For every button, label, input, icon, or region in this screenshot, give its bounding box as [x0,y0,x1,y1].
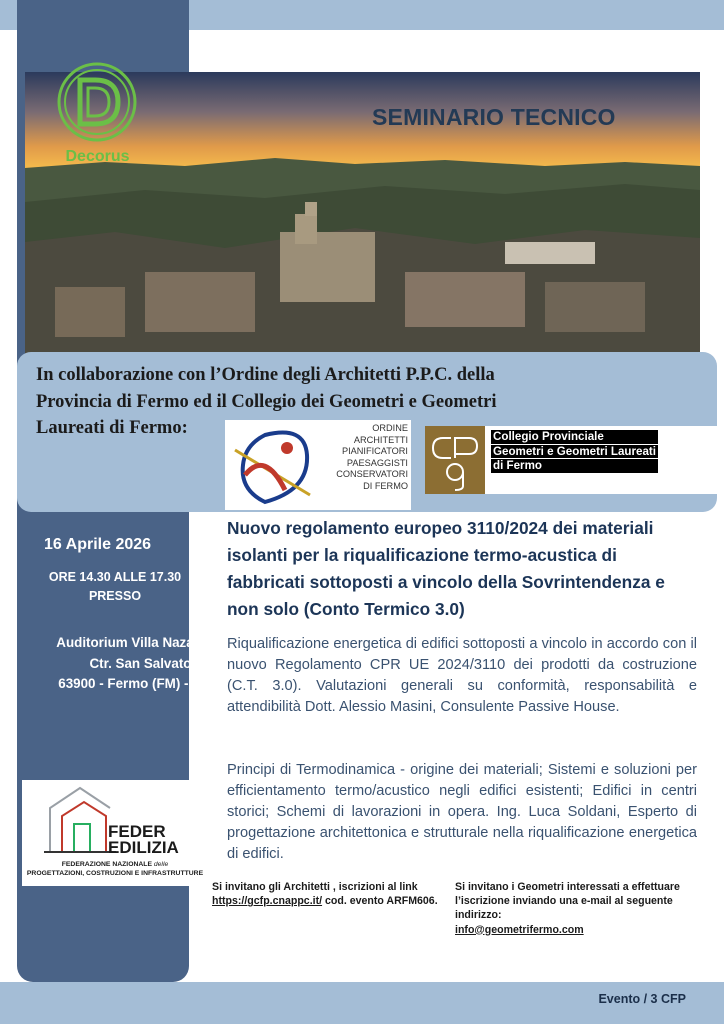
ordine-architetti-logo [225,420,411,510]
ordine-line: PAESAGGISTI [346,457,408,468]
feder-sub-italic: delle [153,861,169,868]
federedilizia-name [108,824,179,856]
venue-street: Ctr. San Salvatore, 6 [89,655,219,671]
collegio-line: Geometri e Geometri Laureati [493,444,657,458]
geometri-invite [455,880,715,937]
collab-line-1: In collaborazione con l’Ordine degli Architetti P.P.C. della [36,365,495,385]
collegio-logo-text [491,430,658,474]
geometri-email-link[interactable]: info@geometrifermo.com [455,923,584,936]
federedilizia-logo [22,780,208,886]
seminar-headline: Nuovo regolamento europeo 3110/2024 dei materiali isolanti per la riqualificazione termo-acustica di fabbricati sottoposti a vincolo della Sovrintendenza e non solo (Conto Termico 3.0) [227,518,665,619]
event-date: 16 Aprile 2026 [44,536,152,553]
collab-line-2: Provincia di Fermo ed il Collegio dei Geometri e Geometri [36,391,497,412]
ordine-line: CONSERVATORI [336,469,408,480]
architects-invite [212,880,452,908]
description-paragraph-2: Principi di Termodinamica - origine dei materiali; Sistemi e soluzioni per efficientamento termo/acustico negli edifici esistenti; Edifici in centri storici; Schemi di lavorazioni in opera. Ing. Luca Soldani, Esperto di progettazione architettonica e strutturale nella riqualificazione energetica di edifici. [227,762,697,862]
architects-invite-text: Si invitano gli Architetti , iscrizioni al link [212,881,418,893]
ordine-emblem-icon [225,420,320,510]
ordine-line: DI FERMO [363,480,408,491]
time-presso: PRESSO [88,589,142,603]
seminar-title: SEMINARIO TECNICO [372,104,616,130]
feder-sub-line-1: FEDERAZIONE NAZIONALE [61,861,152,868]
decorus-brand-name: Decorus [65,148,130,165]
federedilizia-subtitle [24,860,206,878]
ordine-logo-text [318,423,408,493]
architects-event-code: cod. evento ARFM606. [322,895,438,908]
edilizia-word: EDILIZIA [108,838,179,857]
collegio-line: di Fermo [491,459,658,473]
feder-word: FEDER [108,822,166,841]
event-venue [17,633,219,695]
venue-city: 63900 - Fermo (FM) - Italy [58,676,219,691]
description-paragraph-1: Riqualificazione energetica di edifici sottoposti a vincolo in accordo con il nuovo Regolamento CPR UE 2024/3110 dei prodotti da costruzione (C.T. 3.0). Valutazioni generali su conformità, responsabilità e attendibilità Dott. Alessio Masini, Consulente Passive House. [227,636,697,715]
feder-sub-line-2: PROGETTAZIONI, COSTRUZIONI E INFRASTRUTTURE [26,870,204,877]
ordine-line: ARCHITETTI [353,434,408,445]
time-range: ORE 14.30 ALLE 17.30 [48,570,182,584]
collegio-line: Collegio Provinciale [491,430,658,444]
ordine-line: PIANIFICATORI [341,446,408,457]
decorus-d-icon [50,62,145,148]
cpg-mark-icon [425,426,485,494]
venue-name: Auditorium Villa Nazareth [56,635,219,650]
event-time [17,568,213,606]
event-credits: Evento / 3 CFP [598,992,686,1006]
collegio-geometri-logo [425,426,717,494]
geometri-invite-text: Si invitano i Geometri interessati a effettuare l’iscrizione inviando una e-mail al seguente indirizzo: [455,881,680,922]
cnappc-link[interactable]: https://gcfp.cnappc.it/ [212,895,323,908]
collab-line-3: Laureati di Fermo: [36,418,188,438]
ordine-line: ORDINE [372,423,408,433]
decorus-logo [50,62,145,172]
